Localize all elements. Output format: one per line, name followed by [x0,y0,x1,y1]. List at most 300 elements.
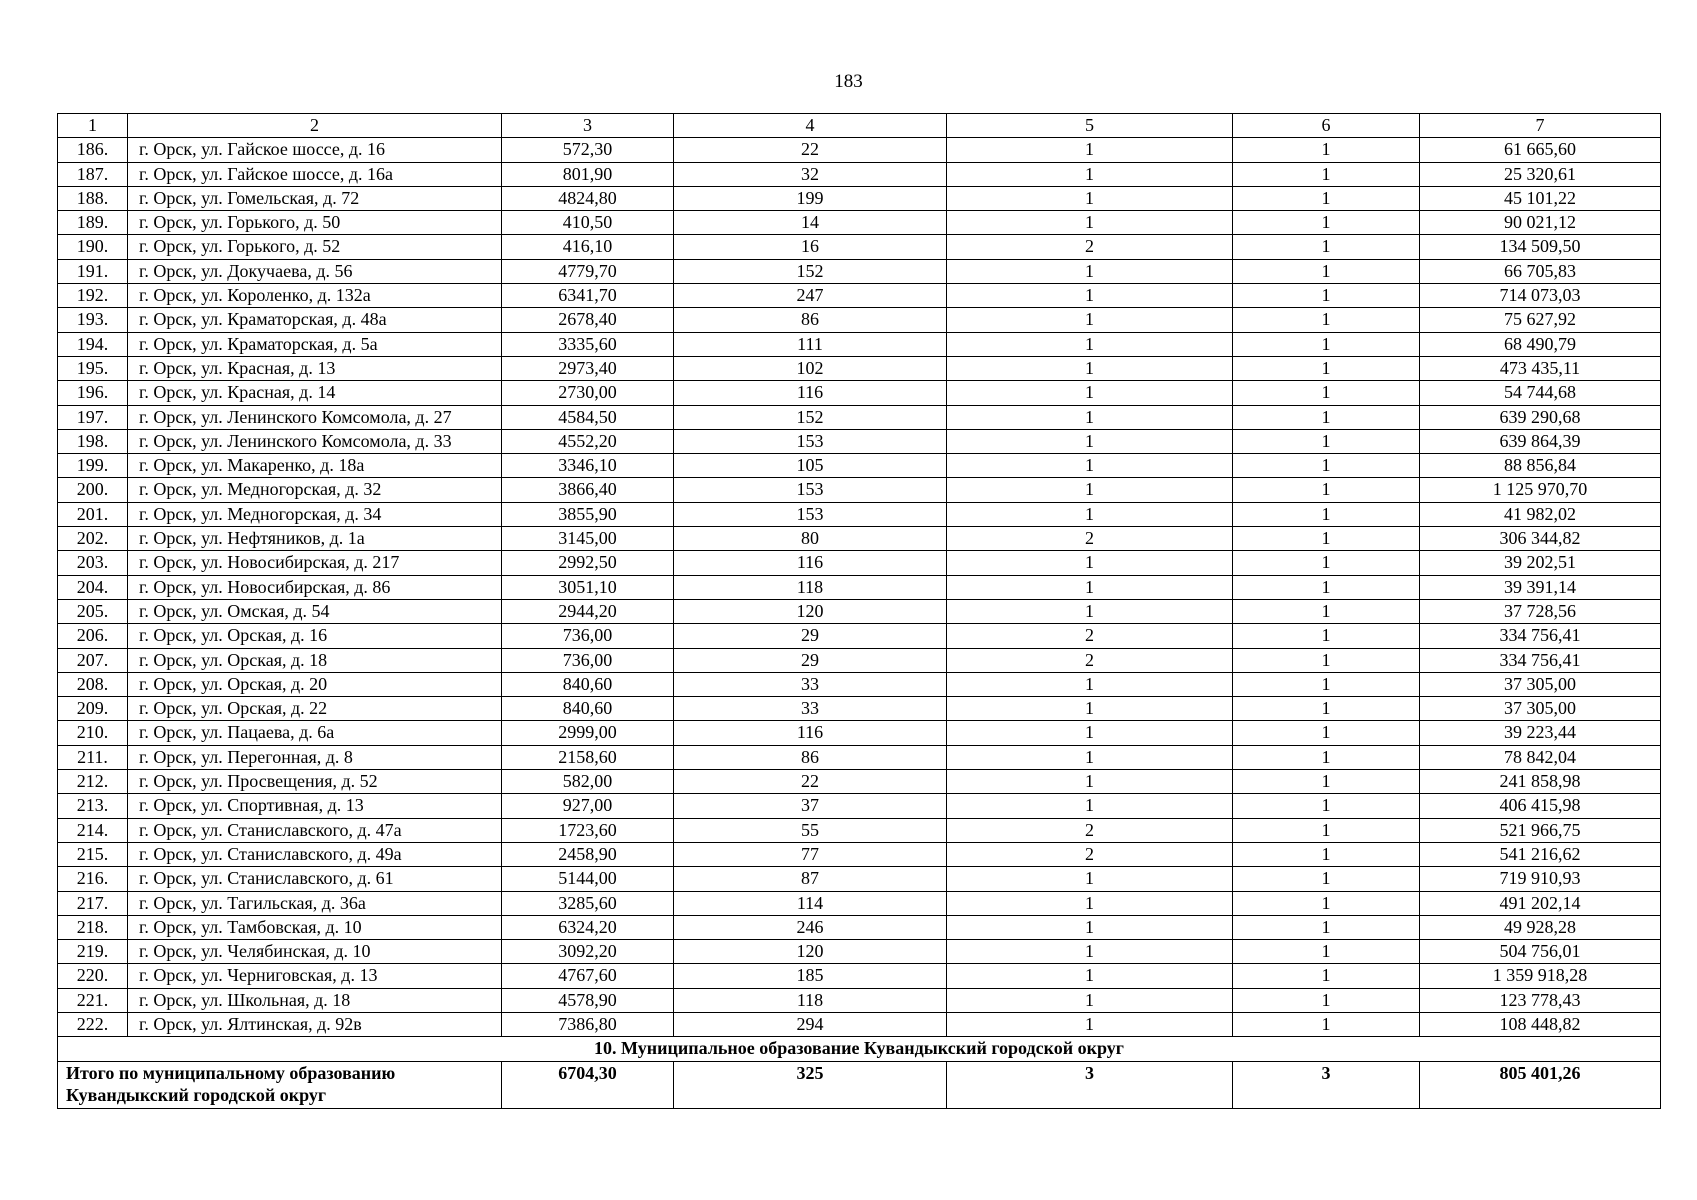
row-residents: 153 [674,478,947,502]
row-area: 801,90 [502,162,674,186]
row-col6: 1 [1233,697,1420,721]
row-cost: 334 756,41 [1420,648,1661,672]
row-cost: 37 305,00 [1420,697,1661,721]
row-cost: 37 305,00 [1420,672,1661,696]
row-residents: 114 [674,891,947,915]
row-col5: 1 [947,599,1233,623]
table-row [58,624,1661,648]
row-residents: 152 [674,259,947,283]
row-area: 3051,10 [502,575,674,599]
table-row [58,575,1661,599]
row-number: 203. [58,551,128,575]
row-address: г. Орск, ул. Орская, д. 22 [128,697,502,721]
row-cost: 406 415,98 [1420,794,1661,818]
row-col6: 1 [1233,988,1420,1012]
row-residents: 37 [674,794,947,818]
row-col6: 1 [1233,891,1420,915]
row-cost: 1 125 970,70 [1420,478,1661,502]
row-cost: 334 756,41 [1420,624,1661,648]
row-number: 188. [58,186,128,210]
row-residents: 29 [674,624,947,648]
row-area: 3855,90 [502,502,674,526]
row-address: г. Орск, ул. Медногорская, д. 32 [128,478,502,502]
table-row [58,915,1661,939]
row-cost: 75 627,92 [1420,308,1661,332]
row-residents: 33 [674,697,947,721]
column-header: 2 [128,114,502,138]
row-col5: 1 [947,259,1233,283]
row-number: 209. [58,697,128,721]
row-address: г. Орск, ул. Краматорская, д. 5а [128,332,502,356]
row-cost: 108 448,82 [1420,1012,1661,1036]
row-col5: 1 [947,940,1233,964]
row-address: г. Орск, ул. Челябинская, д. 10 [128,940,502,964]
row-residents: 86 [674,745,947,769]
row-area: 4767,60 [502,964,674,988]
section-heading-row [58,1037,1661,1061]
row-area: 2992,50 [502,551,674,575]
row-address: г. Орск, ул. Красная, д. 13 [128,356,502,380]
row-area: 2999,00 [502,721,674,745]
row-col6: 1 [1233,138,1420,162]
row-cost: 25 320,61 [1420,162,1661,186]
row-cost: 45 101,22 [1420,186,1661,210]
row-area: 2458,90 [502,842,674,866]
row-area: 2158,60 [502,745,674,769]
row-number: 198. [58,429,128,453]
row-col5: 1 [947,891,1233,915]
row-col6: 1 [1233,794,1420,818]
row-col5: 1 [947,575,1233,599]
row-residents: 247 [674,284,947,308]
table-row [58,186,1661,210]
table-row [58,867,1661,891]
row-col6: 1 [1233,381,1420,405]
row-col6: 1 [1233,429,1420,453]
row-address: г. Орск, ул. Станиславского, д. 47а [128,818,502,842]
row-area: 582,00 [502,770,674,794]
row-cost: 37 728,56 [1420,599,1661,623]
row-residents: 87 [674,867,947,891]
row-col5: 1 [947,502,1233,526]
row-address: г. Орск, ул. Орская, д. 16 [128,624,502,648]
row-col5: 1 [947,405,1233,429]
row-number: 218. [58,915,128,939]
row-area: 4779,70 [502,259,674,283]
row-col6: 1 [1233,745,1420,769]
total-col6: 3 [1233,1061,1420,1108]
row-col6: 1 [1233,211,1420,235]
row-address: г. Орск, ул. Гайское шоссе, д. 16а [128,162,502,186]
row-col5: 1 [947,308,1233,332]
row-area: 3866,40 [502,478,674,502]
row-number: 195. [58,356,128,380]
row-cost: 66 705,83 [1420,259,1661,283]
row-cost: 504 756,01 [1420,940,1661,964]
row-area: 6341,70 [502,284,674,308]
row-cost: 39 391,14 [1420,575,1661,599]
row-col6: 1 [1233,308,1420,332]
table-row [58,405,1661,429]
table-row [58,1012,1661,1036]
row-residents: 246 [674,915,947,939]
total-area: 6704,30 [502,1061,674,1108]
column-header: 5 [947,114,1233,138]
row-residents: 153 [674,502,947,526]
row-area: 3092,20 [502,940,674,964]
row-residents: 22 [674,138,947,162]
row-residents: 116 [674,721,947,745]
row-col6: 1 [1233,575,1420,599]
row-number: 202. [58,527,128,551]
table-row [58,818,1661,842]
table-row [58,454,1661,478]
row-col5: 1 [947,162,1233,186]
row-address: г. Орск, ул. Макаренко, д. 18а [128,454,502,478]
row-col5: 1 [947,551,1233,575]
row-address: г. Орск, ул. Орская, д. 18 [128,648,502,672]
row-address: г. Орск, ул. Школьная, д. 18 [128,988,502,1012]
row-number: 205. [58,599,128,623]
row-residents: 118 [674,988,947,1012]
row-col6: 1 [1233,454,1420,478]
row-address: г. Орск, ул. Краматорская, д. 48а [128,308,502,332]
row-address: г. Орск, ул. Спортивная, д. 13 [128,794,502,818]
row-residents: 105 [674,454,947,478]
row-col5: 1 [947,745,1233,769]
row-address: г. Орск, ул. Нефтяников, д. 1а [128,527,502,551]
table-row [58,259,1661,283]
table-row [58,599,1661,623]
row-cost: 68 490,79 [1420,332,1661,356]
row-area: 4584,50 [502,405,674,429]
row-residents: 14 [674,211,947,235]
column-header: 3 [502,114,674,138]
row-area: 7386,80 [502,1012,674,1036]
table-row [58,478,1661,502]
row-cost: 39 202,51 [1420,551,1661,575]
table-row [58,381,1661,405]
row-residents: 120 [674,940,947,964]
row-col5: 1 [947,794,1233,818]
row-col6: 1 [1233,624,1420,648]
row-area: 4578,90 [502,988,674,1012]
row-address: г. Орск, ул. Новосибирская, д. 86 [128,575,502,599]
row-col6: 1 [1233,770,1420,794]
total-row [58,1061,1661,1108]
row-col5: 1 [947,186,1233,210]
row-col5: 1 [947,284,1233,308]
row-number: 186. [58,138,128,162]
row-cost: 1 359 918,28 [1420,964,1661,988]
row-cost: 88 856,84 [1420,454,1661,478]
row-number: 219. [58,940,128,964]
row-cost: 491 202,14 [1420,891,1661,915]
row-col6: 1 [1233,940,1420,964]
row-area: 410,50 [502,211,674,235]
row-number: 191. [58,259,128,283]
section-title: 10. Муниципальное образование Кувандыкский городской округ [58,1037,1661,1061]
row-number: 217. [58,891,128,915]
total-residents: 325 [674,1061,947,1108]
row-col5: 1 [947,964,1233,988]
row-number: 220. [58,964,128,988]
row-area: 2678,40 [502,308,674,332]
table-row [58,721,1661,745]
table-row [58,964,1661,988]
row-cost: 61 665,60 [1420,138,1661,162]
row-col6: 1 [1233,818,1420,842]
column-header: 4 [674,114,947,138]
register-table [57,113,1661,1109]
row-col6: 1 [1233,1012,1420,1036]
row-number: 193. [58,308,128,332]
row-address: г. Орск, ул. Докучаева, д. 56 [128,259,502,283]
table-row [58,356,1661,380]
table-row [58,891,1661,915]
row-address: г. Орск, ул. Просвещения, д. 52 [128,770,502,794]
row-cost: 714 073,03 [1420,284,1661,308]
row-col6: 1 [1233,964,1420,988]
row-col5: 1 [947,672,1233,696]
row-cost: 49 928,28 [1420,915,1661,939]
row-number: 208. [58,672,128,696]
row-address: г. Орск, ул. Ялтинская, д. 92в [128,1012,502,1036]
table-row [58,235,1661,259]
row-col6: 1 [1233,186,1420,210]
row-residents: 118 [674,575,947,599]
row-area: 736,00 [502,624,674,648]
row-number: 206. [58,624,128,648]
row-number: 221. [58,988,128,1012]
row-number: 216. [58,867,128,891]
row-residents: 111 [674,332,947,356]
row-col5: 2 [947,624,1233,648]
row-number: 201. [58,502,128,526]
table-row [58,794,1661,818]
row-number: 204. [58,575,128,599]
row-residents: 86 [674,308,947,332]
row-area: 572,30 [502,138,674,162]
row-residents: 116 [674,551,947,575]
row-col6: 1 [1233,527,1420,551]
row-number: 213. [58,794,128,818]
row-cost: 639 864,39 [1420,429,1661,453]
row-address: г. Орск, ул. Гайское шоссе, д. 16 [128,138,502,162]
row-col6: 1 [1233,915,1420,939]
row-area: 3145,00 [502,527,674,551]
row-residents: 153 [674,429,947,453]
table-row [58,770,1661,794]
row-col6: 1 [1233,235,1420,259]
row-cost: 39 223,44 [1420,721,1661,745]
row-address: г. Орск, ул. Ленинского Комсомола, д. 27 [128,405,502,429]
table-row [58,672,1661,696]
row-residents: 33 [674,672,947,696]
row-number: 215. [58,842,128,866]
row-col5: 1 [947,138,1233,162]
table-row [58,940,1661,964]
row-residents: 22 [674,770,947,794]
row-cost: 54 744,68 [1420,381,1661,405]
row-address: г. Орск, ул. Перегонная, д. 8 [128,745,502,769]
row-col6: 1 [1233,842,1420,866]
row-address: г. Орск, ул. Медногорская, д. 34 [128,502,502,526]
row-address: г. Орск, ул. Тагильская, д. 36а [128,891,502,915]
row-residents: 294 [674,1012,947,1036]
row-address: г. Орск, ул. Короленко, д. 132а [128,284,502,308]
row-cost: 123 778,43 [1420,988,1661,1012]
row-col6: 1 [1233,721,1420,745]
row-col6: 1 [1233,599,1420,623]
table-row [58,988,1661,1012]
row-address: г. Орск, ул. Тамбовская, д. 10 [128,915,502,939]
row-residents: 116 [674,381,947,405]
row-col6: 1 [1233,867,1420,891]
table-row [58,697,1661,721]
row-cost: 241 858,98 [1420,770,1661,794]
row-number: 189. [58,211,128,235]
table-row [58,211,1661,235]
row-col6: 1 [1233,259,1420,283]
column-number-row [58,114,1661,138]
table-row [58,527,1661,551]
row-area: 927,00 [502,794,674,818]
row-number: 194. [58,332,128,356]
row-area: 840,60 [502,672,674,696]
row-cost: 306 344,82 [1420,527,1661,551]
row-col6: 1 [1233,478,1420,502]
row-col5: 1 [947,381,1233,405]
row-address: г. Орск, ул. Пацаева, д. 6а [128,721,502,745]
row-col5: 1 [947,697,1233,721]
column-header: 7 [1420,114,1661,138]
row-col6: 1 [1233,356,1420,380]
row-col5: 1 [947,356,1233,380]
row-cost: 541 216,62 [1420,842,1661,866]
row-number: 207. [58,648,128,672]
table-row [58,138,1661,162]
row-cost: 719 910,93 [1420,867,1661,891]
row-cost: 473 435,11 [1420,356,1661,380]
row-number: 212. [58,770,128,794]
row-col5: 1 [947,478,1233,502]
row-area: 4552,20 [502,429,674,453]
row-address: г. Орск, ул. Гомельская, д. 72 [128,186,502,210]
row-col5: 2 [947,235,1233,259]
row-col6: 1 [1233,284,1420,308]
row-address: г. Орск, ул. Новосибирская, д. 217 [128,551,502,575]
row-col6: 1 [1233,502,1420,526]
row-residents: 185 [674,964,947,988]
row-address: г. Орск, ул. Станиславского, д. 49а [128,842,502,866]
row-col6: 1 [1233,648,1420,672]
row-address: г. Орск, ул. Ленинского Комсомола, д. 33 [128,429,502,453]
row-area: 736,00 [502,648,674,672]
row-number: 190. [58,235,128,259]
column-header: 6 [1233,114,1420,138]
row-area: 3285,60 [502,891,674,915]
row-cost: 78 842,04 [1420,745,1661,769]
row-cost: 134 509,50 [1420,235,1661,259]
row-area: 1723,60 [502,818,674,842]
row-address: г. Орск, ул. Горького, д. 52 [128,235,502,259]
row-address: г. Орск, ул. Станиславского, д. 61 [128,867,502,891]
row-col6: 1 [1233,405,1420,429]
row-residents: 199 [674,186,947,210]
total-label: Итого по муниципальному образованию Кувандыкский городской округ [58,1061,502,1108]
row-cost: 521 966,75 [1420,818,1661,842]
row-area: 5144,00 [502,867,674,891]
table-row [58,842,1661,866]
row-cost: 639 290,68 [1420,405,1661,429]
row-address: г. Орск, ул. Орская, д. 20 [128,672,502,696]
row-number: 199. [58,454,128,478]
row-col5: 1 [947,454,1233,478]
row-number: 211. [58,745,128,769]
row-area: 416,10 [502,235,674,259]
row-area: 3335,60 [502,332,674,356]
row-address: г. Орск, ул. Красная, д. 14 [128,381,502,405]
row-address: г. Орск, ул. Омская, д. 54 [128,599,502,623]
row-number: 210. [58,721,128,745]
row-col5: 1 [947,867,1233,891]
row-area: 4824,80 [502,186,674,210]
row-area: 3346,10 [502,454,674,478]
row-number: 214. [58,818,128,842]
table-row [58,162,1661,186]
row-residents: 102 [674,356,947,380]
table-row [58,284,1661,308]
row-col6: 1 [1233,162,1420,186]
row-number: 187. [58,162,128,186]
row-residents: 77 [674,842,947,866]
row-address: г. Орск, ул. Горького, д. 50 [128,211,502,235]
row-col5: 2 [947,818,1233,842]
row-residents: 152 [674,405,947,429]
row-number: 197. [58,405,128,429]
table-row [58,429,1661,453]
row-col5: 2 [947,842,1233,866]
column-header: 1 [58,114,128,138]
table-row [58,332,1661,356]
row-residents: 55 [674,818,947,842]
table-row [58,502,1661,526]
row-col5: 1 [947,915,1233,939]
row-col5: 2 [947,527,1233,551]
row-area: 840,60 [502,697,674,721]
row-residents: 32 [674,162,947,186]
row-area: 2944,20 [502,599,674,623]
row-area: 2730,00 [502,381,674,405]
total-cost: 805 401,26 [1420,1061,1661,1108]
row-col5: 1 [947,721,1233,745]
row-number: 196. [58,381,128,405]
page-number: 183 [834,71,863,92]
row-residents: 29 [674,648,947,672]
total-col5: 3 [947,1061,1233,1108]
row-residents: 120 [674,599,947,623]
row-area: 6324,20 [502,915,674,939]
table-row [58,551,1661,575]
row-col5: 1 [947,332,1233,356]
row-cost: 90 021,12 [1420,211,1661,235]
row-residents: 16 [674,235,947,259]
row-residents: 80 [674,527,947,551]
table-row [58,308,1661,332]
row-number: 192. [58,284,128,308]
table-row [58,648,1661,672]
